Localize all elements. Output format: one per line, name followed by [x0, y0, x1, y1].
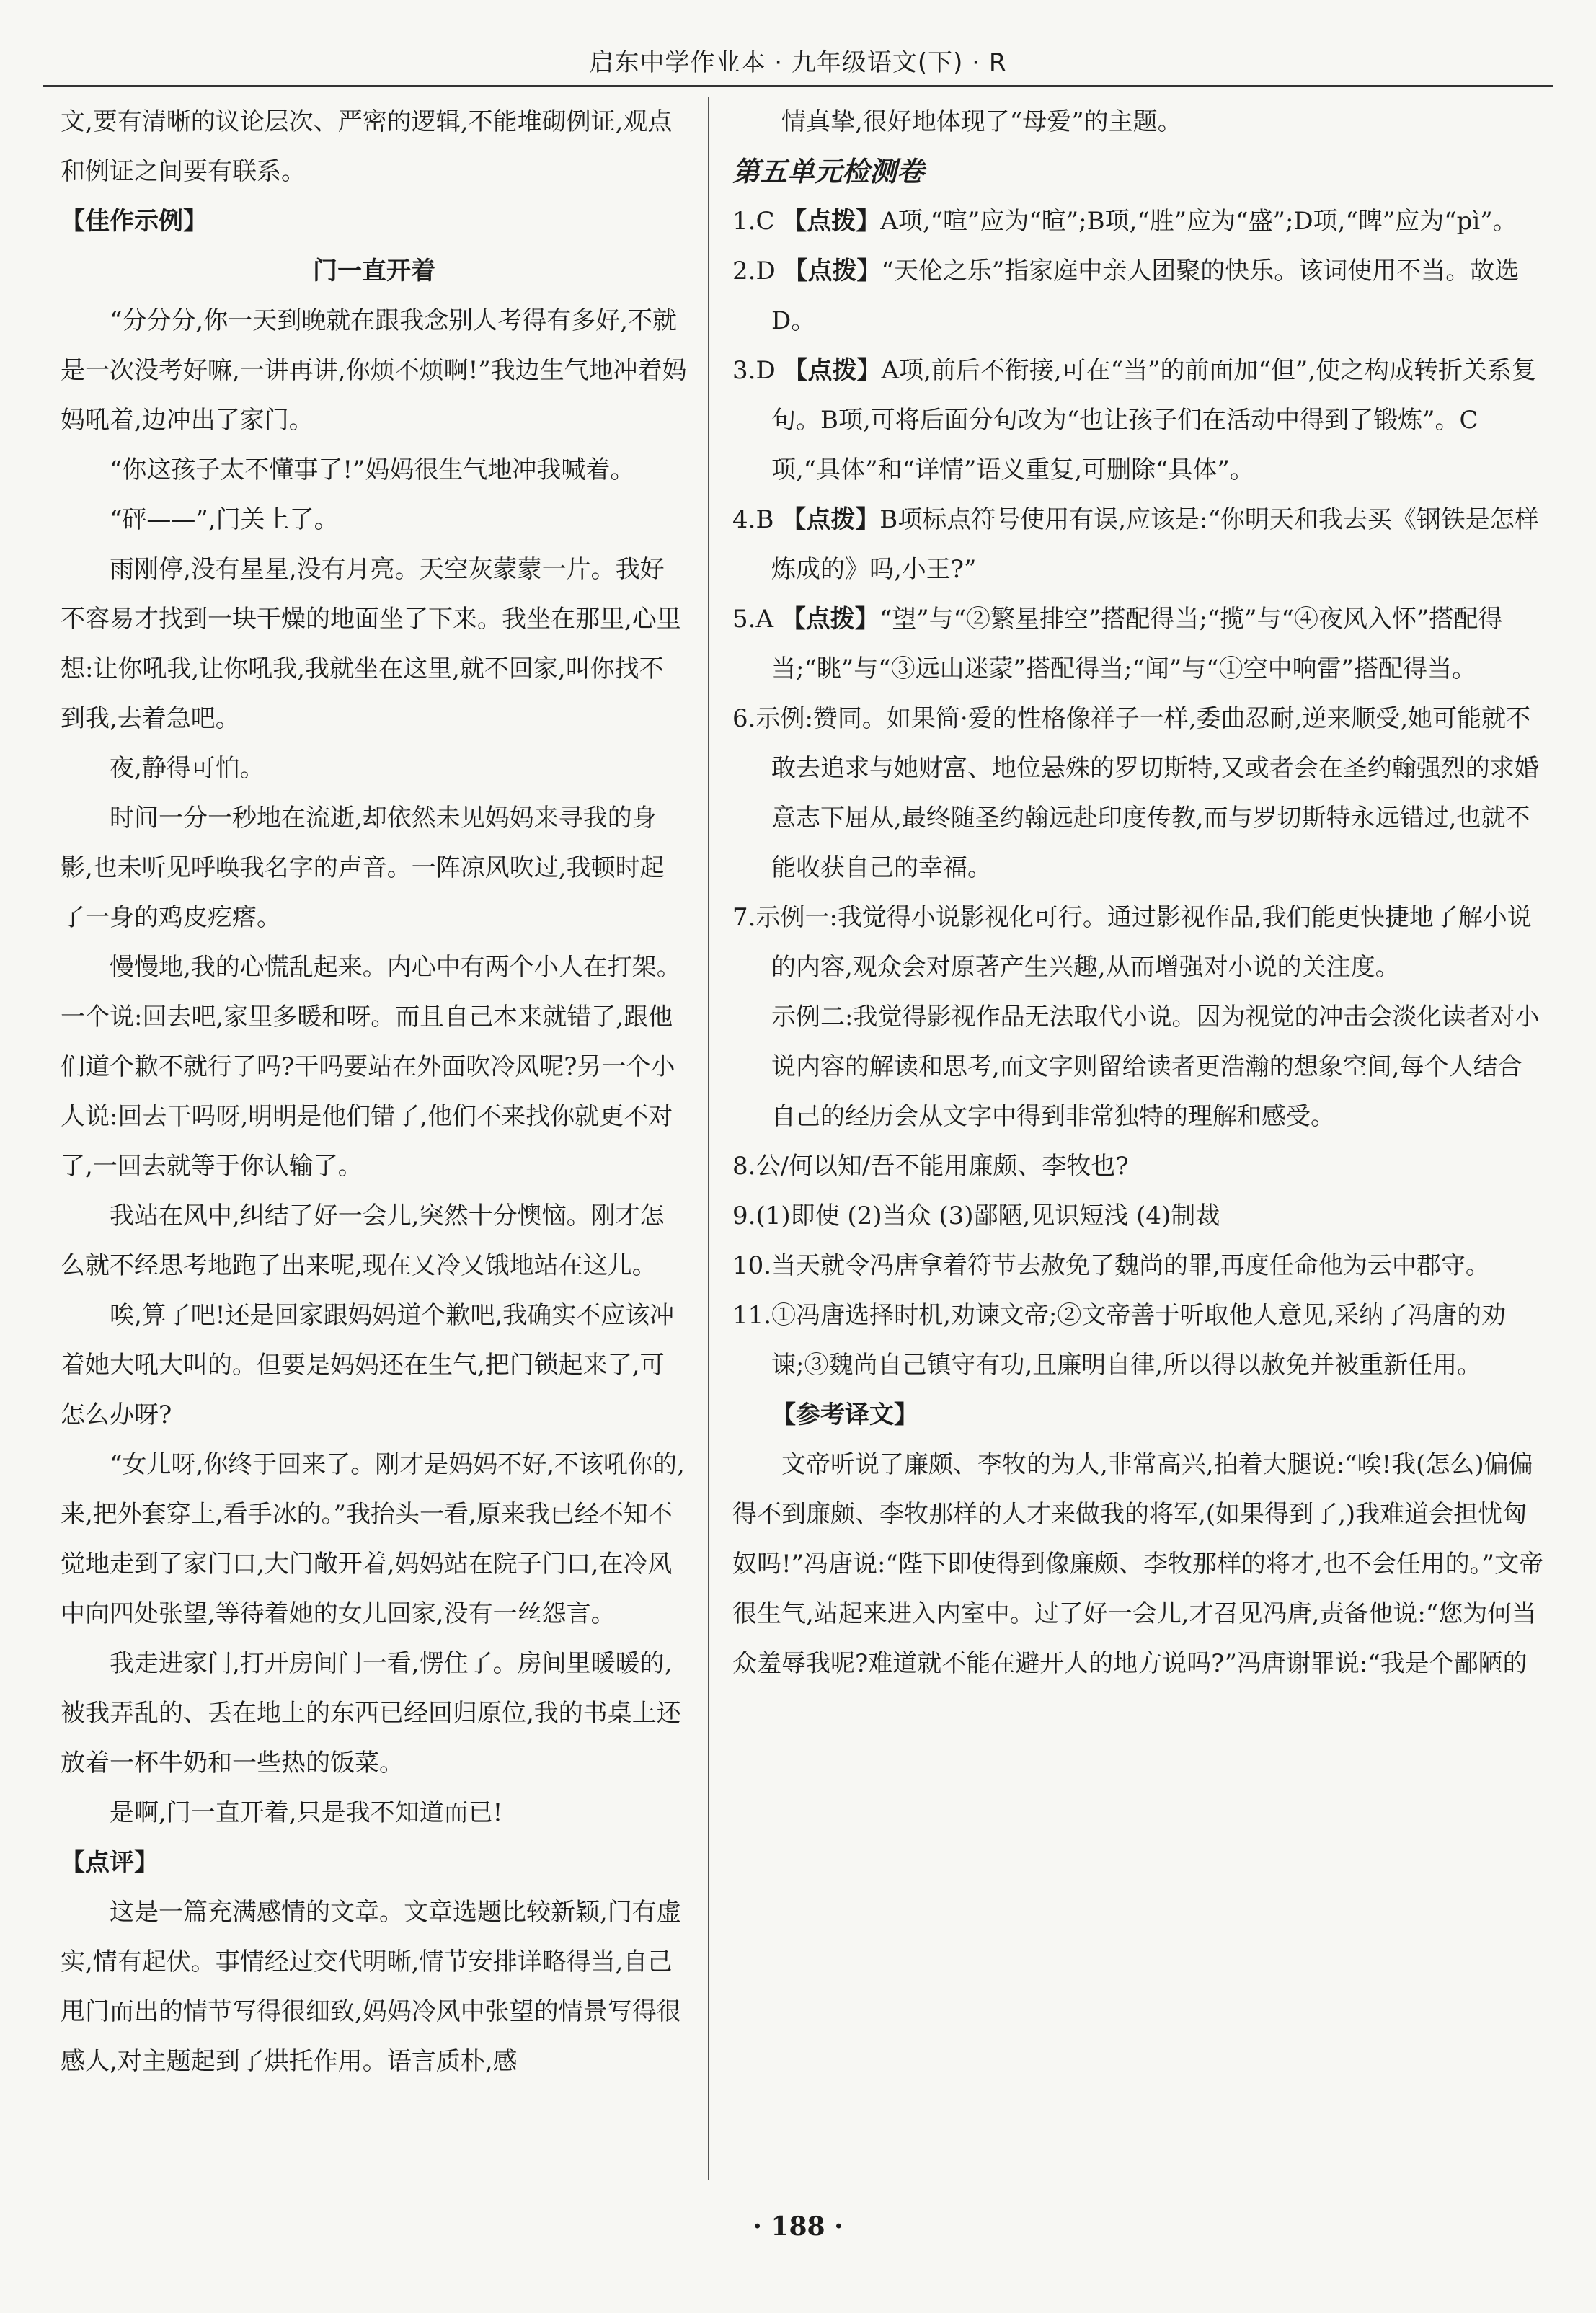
answer-item: [732, 247, 1546, 346]
essay-paragraph: 唉,算了吧!还是回家跟妈妈道个歉吧,我确实不应该冲着她大吼大叫的。但要是妈妈还在生气,把门锁起来了,可怎么办呀?: [61, 1301, 675, 1429]
hint-tag: 【点拨】: [783, 356, 882, 385]
answer-text: 示例:赞同。如果简·爱的性格像祥子一样,委曲忍耐,逆来顺受,她可能就不敢去追求与她财富、地位悬殊的罗切斯特,又或者会在圣约翰强烈的求婚意志下屈从,最终随圣约翰远赴印度传教,而与罗切斯特永远错过,也就不能收获自己的幸福。: [755, 704, 1539, 882]
answer-number: 10.: [732, 1251, 772, 1280]
answer-number: 7.: [732, 903, 756, 932]
essay-body: [61, 296, 688, 1838]
answer-text: A项,“喧”应为“暄”;B项,“胜”应为“盛”;D项,“睥”应为“pì”。: [880, 207, 1517, 236]
intro-paragraph: 文,要有清晰的议论层次、严密的逻辑,不能堆砌例证,观点和例证之间要有联系。: [61, 107, 673, 186]
answer-item: [732, 346, 1546, 495]
answer-text: A项,前后不衔接,可在“当”的前面加“但”,使之构成转折关系复句。B项,可将后面分句改为“也让孩子们在活动中得到了锻炼”。C项,“具体”和“详情”语义重复,可删除“具体”。: [771, 356, 1537, 484]
answer-text: 公/何以知/吾不能用廉颇、李牧也?: [755, 1152, 1129, 1181]
answer-item: [732, 893, 1546, 993]
left-column: [61, 97, 688, 2087]
essay-paragraph: 时间一分一秒地在流逝,却依然未见妈妈来寻我的身影,也未听见呼唤我名字的声音。一阵凉风吹过,我顿时起了一身的鸡皮疙瘩。: [61, 804, 665, 932]
essay-title: 门一直开着: [313, 257, 435, 285]
answer-item: [732, 197, 1546, 247]
answer-number: 2.D: [732, 257, 776, 285]
answer-text: 当天就令冯唐拿着符节去赦免了魏尚的罪,再度任命他为云中郡守。: [771, 1251, 1490, 1280]
essay-paragraph: 我走进家门,打开房间门一看,愣住了。房间里暖暖的,被我弄乱的、丢在地上的东西已经回归原位,我的书桌上还放着一杯牛奶和一些热的饭菜。: [61, 1649, 681, 1777]
right-column: [732, 97, 1546, 1689]
answer-number: 8.: [732, 1152, 756, 1181]
essay-paragraph: 是啊,门一直开着,只是我不知道而已!: [110, 1798, 503, 1827]
answer-item: [732, 1291, 1546, 1390]
answer-number: 3.D: [732, 356, 776, 385]
answer-item: [732, 495, 1546, 595]
answer-text: B项标点符号使用有误,应该是:“你明天和我去买《钢铁是怎样炼成的》吗,小王?”: [771, 505, 1539, 584]
answer-text: “望”与“②繁星排空”搭配得当;“揽”与“④夜风入怀”搭配得当;“眺”与“③远山迷蒙”搭配得当;“闻”与“①空中响雷”搭配得当。: [771, 605, 1503, 683]
reference-translation-label: 【参考译文】: [771, 1400, 918, 1429]
essay-paragraph: 雨刚停,没有星星,没有月亮。天空灰蒙蒙一片。我好不容易才找到一块干燥的地面坐了下来。我坐在那里,心里想:让你吼我,让你吼我,我就坐在这里,就不回家,叫你找不到我,去着急吧。: [61, 555, 681, 733]
example-label: 【佳作示例】: [61, 207, 208, 236]
answer-number: 6.: [732, 704, 756, 733]
answer-item: [732, 1241, 1546, 1291]
answer-item: [732, 595, 1546, 694]
page-number: · 188 ·: [753, 2211, 843, 2242]
section-title: 第五单元检测卷: [732, 156, 925, 187]
running-header: 启东中学作业本 · 九年级语文(下) · R: [589, 48, 1007, 77]
hint-tag: 【点拨】: [781, 605, 879, 634]
answer-number: 1.C: [732, 207, 775, 236]
answer-text: (1)即使 (2)当众 (3)鄙陋,见识短浅 (4)制裁: [755, 1202, 1220, 1230]
essay-paragraph: 我站在风中,纠结了好一会儿,突然十分懊恼。刚才怎么就不经思考地跑了出来呢,现在又冷又饿地站在这儿。: [61, 1202, 665, 1280]
essay-paragraph: “你这孩子太不懂事了!”妈妈很生气地冲我喊着。: [110, 456, 635, 484]
answer-text: 示例一:我觉得小说影视化可行。通过影视作品,我们能更快捷地了解小说的内容,观众会对原著产生兴趣,从而增强对小说的关注度。: [755, 903, 1532, 982]
comment-paragraph: 这是一篇充满感情的文章。文章选题比较新颖,门有虚实,情有起伏。事情经过交代明晰,情节安排详略得当,自己甩门而出的情节写得很细致,妈妈冷风中张望的情景写得很感人,对主题起到了烘托作用。语言质朴,感: [61, 1898, 681, 2076]
answer-item: [732, 1191, 1546, 1241]
hint-tag: 【点拨】: [781, 505, 880, 534]
essay-paragraph: “分分分,你一天到晚就在跟我念别人考得有多好,不就是一次没考好嘛,一讲再讲,你烦不烦啊!”我边生气地冲着妈妈吼着,边冲出了家门。: [61, 306, 687, 435]
continuation-paragraph: 情真挚,很好地体现了“母爱”的主题。: [781, 107, 1182, 136]
header-rule: [43, 85, 1553, 87]
hint-tag: 【点拨】: [782, 207, 881, 236]
answer-number: 11.: [732, 1301, 772, 1330]
column-divider: [708, 97, 709, 2180]
essay-paragraph: “砰——”,门关上了。: [110, 505, 339, 534]
answer-number: 5.A: [732, 605, 773, 634]
answer-item: [732, 1142, 1546, 1191]
essay-paragraph: 夜,静得可怕。: [110, 754, 265, 783]
answer-number: 9.: [732, 1202, 756, 1230]
answer-item: [732, 694, 1546, 893]
essay-paragraph: 慢慢地,我的心慌乱起来。内心中有两个小人在打架。一个说:回去吧,家里多暖和呀。而且自己本来就错了,跟他们道个歉不就行了吗?干吗要站在外面吹冷风呢?另一个小人说:回去干吗呀,明明是他们错了,他们不来找你就更不对了,一回去就等于你认输了。: [61, 953, 681, 1181]
answer-item-continued: 示例二:我觉得影视作品无法取代小说。因为视觉的冲击会淡化读者对小说内容的解读和思考,而文字则留给读者更浩瀚的想象空间,每个人结合自己的经历会从文字中得到非常独特的理解和感受。: [771, 1003, 1540, 1131]
reference-translation: 文帝听说了廉颇、李牧的为人,非常高兴,拍着大腿说:“唉!我(怎么)偏偏得不到廉颇、李牧那样的人才来做我的将军,(如果得到了,)我难道会担忧匈奴吗!”冯唐说:“陛下即使得到像廉颇、李牧那样的将才,也不会任用的。”文帝很生气,站起来进入内室中。过了好一会儿,才召见冯唐,责备他说:“您为何当众羞辱我呢?难道就不能在避开人的地方说吗?”冯唐谢罪说:“我是个鄙陋的: [732, 1450, 1544, 1678]
answer-text: ①冯唐选择时机,劝谏文帝;②文帝善于听取他人意见,采纳了冯唐的劝谏;③魏尚自己镇守有功,且廉明自律,所以得以赦免并被重新任用。: [771, 1301, 1507, 1380]
comment-label: 【点评】: [61, 1848, 159, 1877]
essay-paragraph: “女儿呀,你终于回来了。刚才是妈妈不好,不该吼你的,来,把外套穿上,看手冰的。”我抬头一看,原来我已经不知不觉地走到了家门口,大门敞开着,妈妈站在院子门口,在冷风中向四处张望,等待着她的女儿回家,没有一丝怨言。: [61, 1450, 685, 1628]
answer-text: “天伦之乐”指家庭中亲人团聚的快乐。该词使用不当。故选D。: [771, 257, 1520, 335]
answer-number: 4.B: [732, 505, 774, 534]
hint-tag: 【点拨】: [783, 257, 882, 285]
